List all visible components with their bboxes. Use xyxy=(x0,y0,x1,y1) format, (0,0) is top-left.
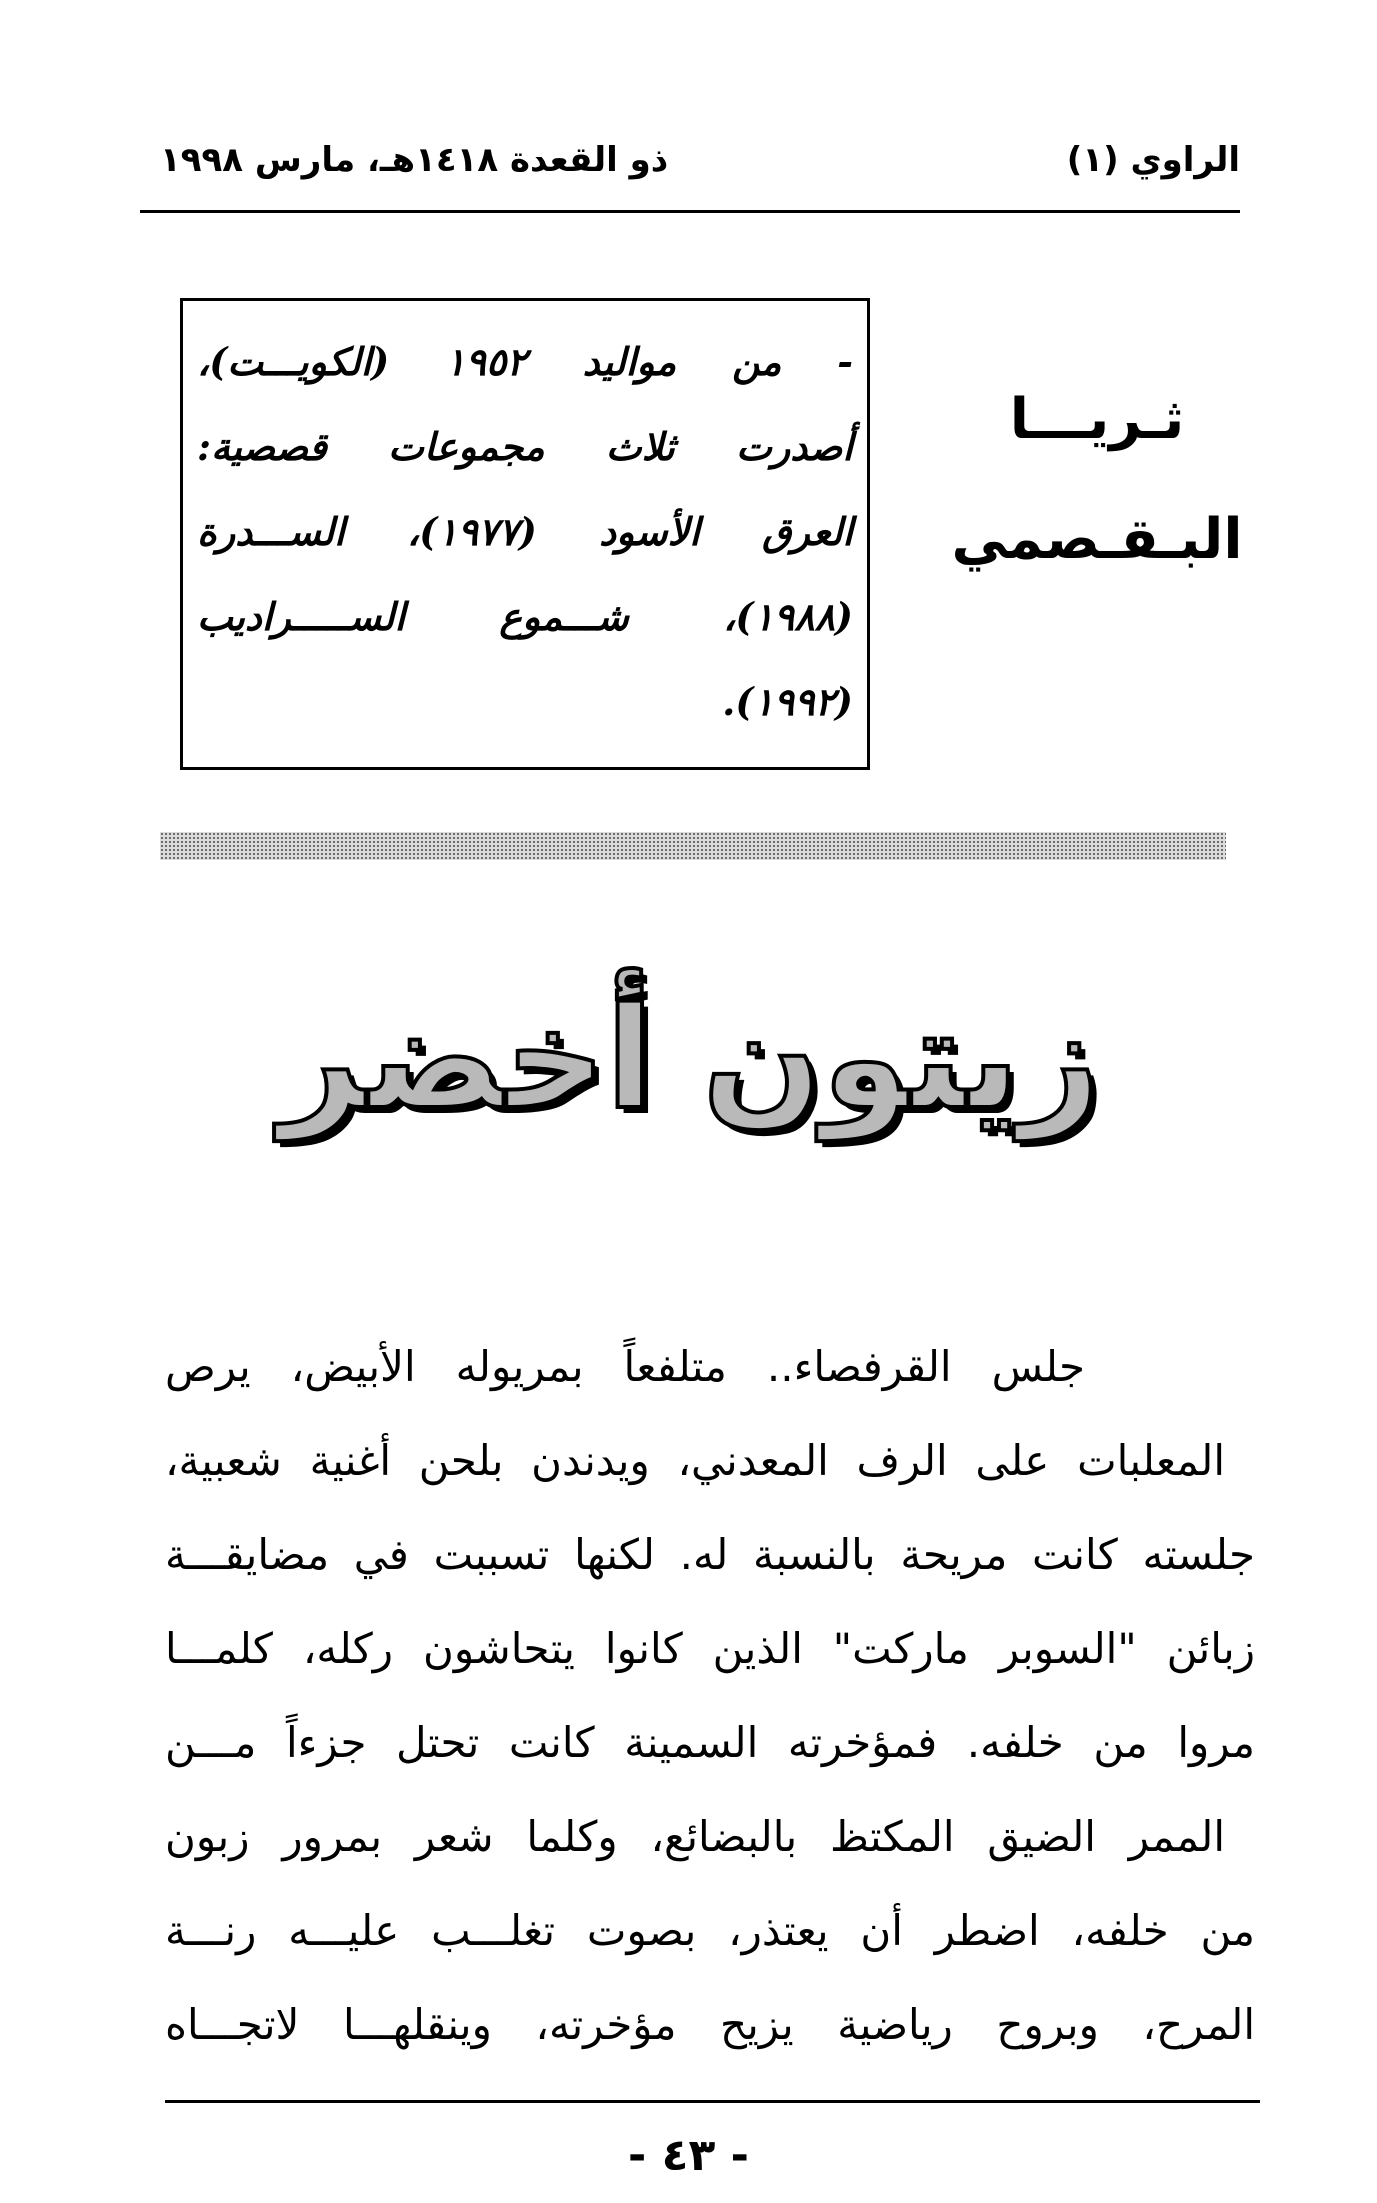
author-bio-box xyxy=(180,298,870,770)
issue-date: ذو القعدة ١٤١٨هـ، مارس ١٩٩٨ xyxy=(160,140,669,180)
bio-line: أصدرت ثلاث مجموعات قصصية: xyxy=(197,424,853,469)
body-line: من خلفه، اضطر أن يعتذر، بصوت تغلـــب عليـــه رنـــة xyxy=(165,1906,1255,1955)
body-line: زبائن "السوبر ماركت" الذين كانوا يتحاشون ركله، كلمـــا xyxy=(165,1624,1255,1673)
running-header xyxy=(140,140,1240,190)
body-line: الممر الضيق المكتظ بالبضائع، وكلما شعر بمرور زبون xyxy=(165,1812,1225,1861)
bio-line: (١٩٨٨)، شـــموع الســـــراديب xyxy=(197,594,853,639)
author-first-name: ثـريـــا xyxy=(1009,387,1185,452)
body-line: المعلبات على الرف المعدني، ويدندن بلحن أغنية شعبية، xyxy=(165,1436,1225,1485)
dotted-separator xyxy=(160,832,1226,860)
author-last-name: البـقـصمي xyxy=(951,507,1243,572)
journal-title: الراوي (١) xyxy=(1066,140,1240,180)
body-line: جلس القرفصاء.. متلفعاً بمريوله الأبيض، يرص xyxy=(165,1342,1085,1391)
bio-line: (١٩٩٢). xyxy=(722,679,853,724)
body-line: المرح، وبروح رياضية يزيح مؤخرته، وينقلهـــا لاتجـــاه xyxy=(165,2000,1255,2049)
body-line: جلسته كانت مريحة بالنسبة له. لكنها تسببت في مضايقـــة xyxy=(165,1530,1255,1579)
story-title: زيتون أخضر xyxy=(279,978,1101,1141)
bio-line: - من مواليد ١٩٥٢ (الكويـــت)، xyxy=(197,339,853,384)
author-name xyxy=(947,360,1247,600)
footer-rule xyxy=(165,2100,1260,2103)
page-number: - ٤٣ - xyxy=(628,2130,749,2181)
header-rule xyxy=(140,210,1240,213)
body-line: مروا من خلفه. فمؤخرته السمينة كانت تحتل جزءاً مـــن xyxy=(165,1718,1255,1767)
story-body xyxy=(165,1320,1255,2072)
bio-line: العرق الأسود (١٩٧٧)، الســـدرة xyxy=(197,509,853,554)
